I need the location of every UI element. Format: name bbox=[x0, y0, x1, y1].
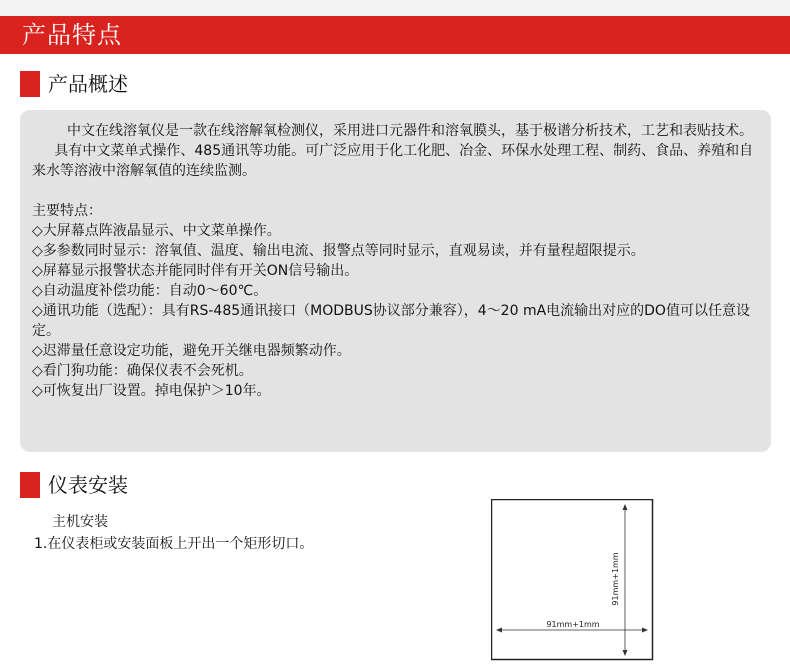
feature-item: ◇多参数同时显示：溶氧值、温度、输出电流、报警点等同时显示，直观易读，并有量程超限提示。 bbox=[32, 243, 645, 259]
feature-item: ◇看门狗功能：确保仪表不会死机。 bbox=[32, 363, 253, 379]
feature-item: ◇迟滞量任意设定功能，避免开关继电器频繁动作。 bbox=[32, 343, 351, 359]
heading-marker bbox=[20, 71, 40, 97]
installation-heading-title: 仪表安装 bbox=[48, 473, 128, 497]
top-strip bbox=[0, 0, 790, 16]
height-dimension-label: 91mm+1mm bbox=[611, 552, 620, 606]
features-title: 主要特点： bbox=[32, 203, 102, 219]
installation-step-1: 1.在仪表柜或安装面板上开出一个矩形切口。 bbox=[34, 536, 314, 552]
feature-item: ◇大屏幕点阵液晶显示、中文菜单操作。 bbox=[32, 223, 281, 239]
feature-item: ◇通讯功能（选配）：具有RS-485通讯接口（MODBUS协议部分兼容），4～20 mA电流输出对应的DO值可以任意设定。 bbox=[32, 303, 750, 339]
installation-subheading: 主机安装 bbox=[52, 514, 108, 530]
section-banner bbox=[0, 16, 790, 54]
cutout-rectangle bbox=[492, 500, 653, 660]
overview-panel bbox=[20, 110, 771, 452]
feature-item: ◇可恢复出厂设置。掉电保护＞10年。 bbox=[32, 383, 271, 399]
spacer bbox=[32, 181, 761, 201]
width-dimension-label: 91mm+1mm bbox=[546, 620, 600, 629]
heading-marker bbox=[20, 472, 40, 498]
feature-item: ◇屏幕显示报警状态并能同时伴有开关ON信号输出。 bbox=[32, 263, 359, 279]
cutout-diagram-svg bbox=[491, 499, 654, 661]
overview-paragraph-1: 中文在线溶氧仪是一款在线溶解氧检测仪，采用进口元器件和溶氧膜头，基于极谱分析技术，工艺和表贴技术。 bbox=[67, 123, 753, 139]
overview-heading-title: 产品概述 bbox=[48, 72, 128, 96]
cutout-diagram bbox=[491, 499, 654, 661]
feature-item: ◇自动温度补偿功能：自动0～60℃。 bbox=[32, 283, 268, 299]
banner-title: 产品特点 bbox=[22, 21, 122, 49]
overview-paragraph-2: 具有中文菜单式操作、485通讯等功能。可广泛应用于化工化肥、冶金、环保水处理工程、制药、食品、养殖和自来水等溶液中溶解氧值的连续监测。 bbox=[32, 143, 754, 179]
